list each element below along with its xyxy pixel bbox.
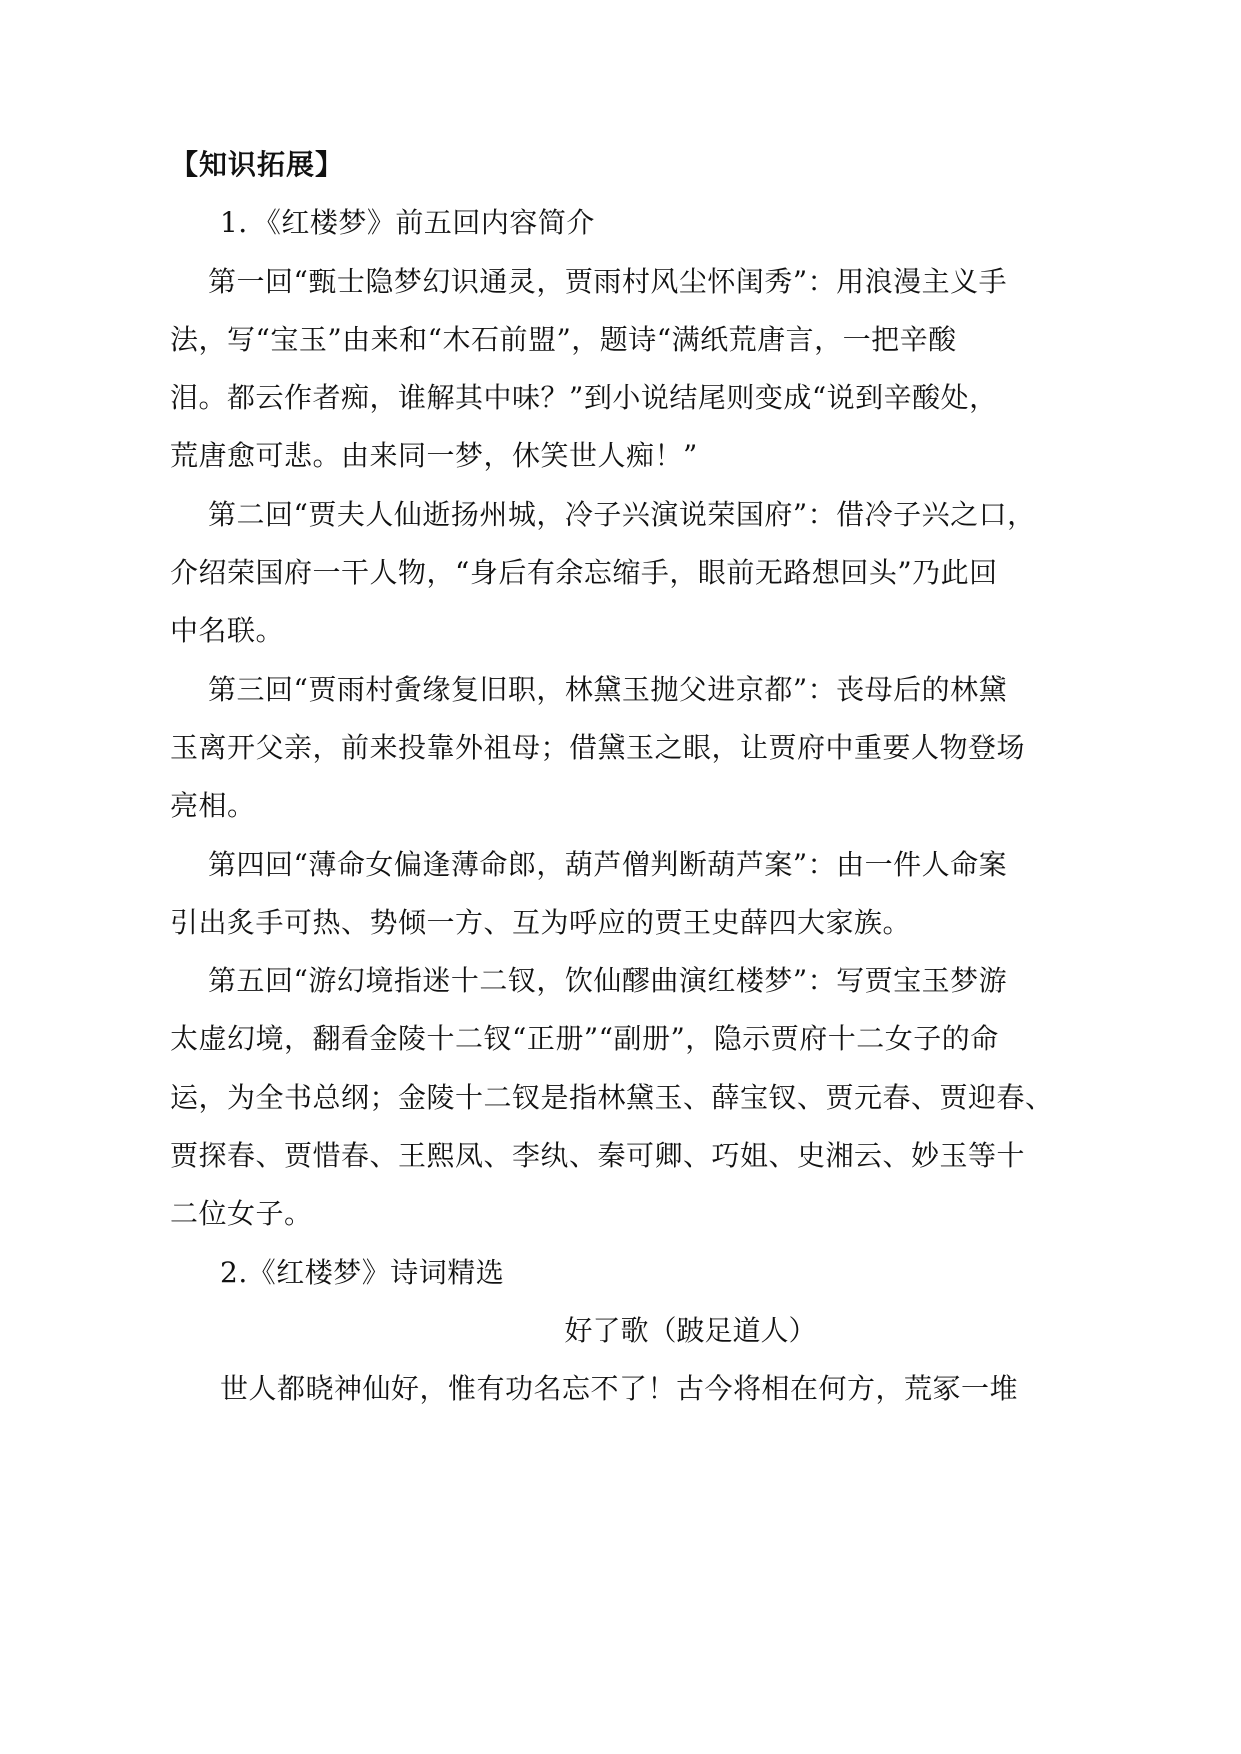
chapter2-line-2: 介绍荣国府一干人物，“身后有余忘缩手，眼前无路想回头”乃此回 [170,556,998,589]
chapter5-line-1: 第五回“游幻境指迷十二钗，饮仙醪曲演红楼梦”：写贾宝玉梦游 [208,964,1008,997]
chapter2-line-1: 第二回“贾夫人仙逝扬州城，冷子兴演说荣国府”：借冷子兴之口， [208,498,1036,531]
chapter5-line-2: 太虚幻境，翻看金陵十二钗“正册”“副册”，隐示贾府十二女子的命 [170,1022,999,1055]
item2-title: 2.《红楼梦》诗词精选 [220,1256,505,1289]
chapter5-line-3: 运，为全书总纲；金陵十二钗是指林黛玉、薛宝钗、贾元春、贾迎春、 [170,1081,1054,1114]
chapter3-line-1: 第三回“贾雨村夤缘复旧职，林黛玉抛父进京都”：丧母后的林黛 [208,673,1008,706]
chapter1-line-4: 荒唐愈可悲。由来同一梦，休笑世人痴！” [170,439,698,472]
chapter4-line-1: 第四回“薄命女偏逢薄命郎，葫芦僧判断葫芦案”：由一件人命案 [208,848,1008,881]
chapter5-line-4: 贾探春、贾惜春、王熙凤、李纨、秦可卿、巧姐、史湘云、妙玉等十 [170,1139,1026,1172]
poem-line-1: 世人都晓神仙好，惟有功名忘不了！古今将相在何方，荒冢一堆 [220,1372,1019,1405]
chapter1-line-1: 第一回“甄士隐梦幻识通灵，贾雨村风尘怀闺秀”：用浪漫主义手 [208,265,1008,298]
chapter4-line-2: 引出炙手可热、势倾一方、互为呼应的贾王史薛四大家族。 [170,906,912,939]
chapter1-line-2: 法，写“宝玉”由来和“木石前盟”，题诗“满纸荒唐言，一把辛酸 [170,323,957,356]
chapter2-line-3: 中名联。 [170,614,285,647]
chapter3-line-3: 亮相。 [170,789,256,822]
poem-title: 好了歌（跛足道人） [564,1314,817,1347]
section-heading: 【知识拓展】 [170,148,345,181]
chapter3-line-2: 玉离开父亲，前来投靠外祖母；借黛玉之眼，让贾府中重要人物登场 [170,731,1026,764]
chapter5-line-5: 二位女子。 [170,1197,313,1230]
chapter1-line-3: 泪。都云作者痴，谁解其中味？”到小说结尾则变成“说到辛酸处， [170,381,998,414]
item1-title: 1．《红楼梦》前五回内容简介 [220,206,595,239]
